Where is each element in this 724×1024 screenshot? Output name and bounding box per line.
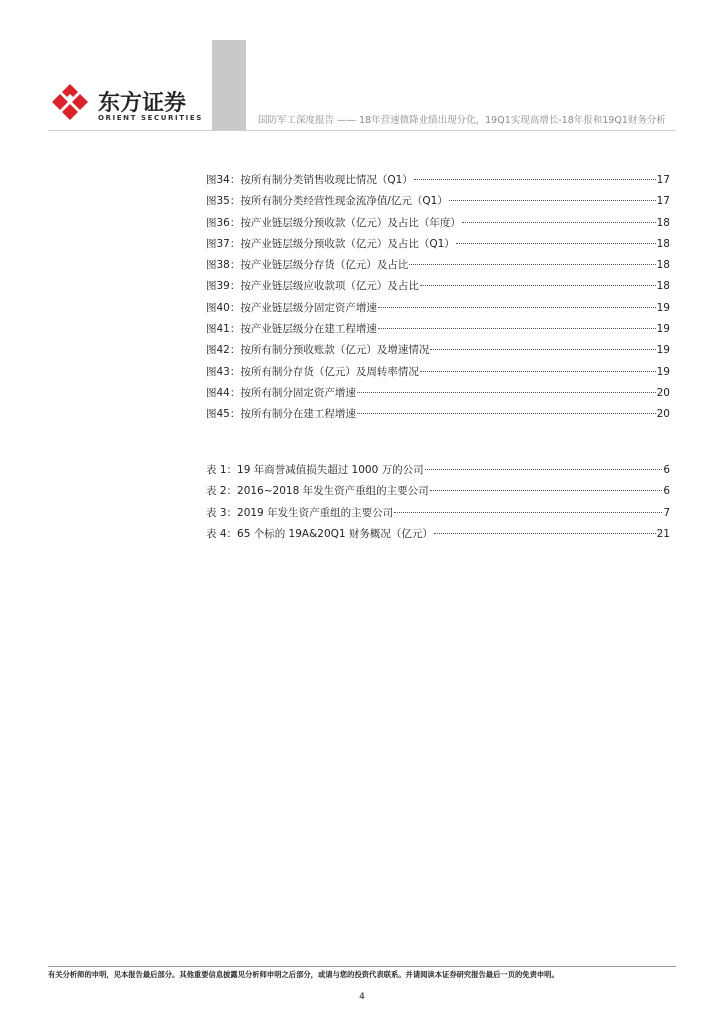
toc-entry-label: 图37：按产业链层级分预收款（亿元）及占比（Q1） [206, 237, 455, 250]
toc-dot-leader [462, 222, 656, 223]
logo-chinese-name: 东方证券 [98, 91, 187, 116]
toc-entry[interactable] [206, 406, 670, 427]
orient-logo-icon [48, 80, 92, 124]
toc-entry-page: 18 [656, 237, 670, 250]
toc-entry-page: 19 [656, 344, 670, 357]
toc-entry[interactable] [206, 236, 670, 257]
toc-entry-label: 表 1：19 年商誉减值损失超过 1000 万的公司 [206, 464, 424, 476]
toc-entry-label: 图42：按所有制分预收账款（亿元）及增速情况 [206, 344, 430, 357]
toc-entry[interactable] [206, 257, 670, 278]
toc-entry-page: 19 [656, 301, 670, 314]
toc-entry[interactable] [206, 385, 670, 406]
toc-entry-page: 17 [656, 174, 670, 186]
toc-entry-label: 图41：按产业链层级分在建工程增速 [206, 323, 377, 336]
toc-dot-leader [409, 264, 655, 265]
toc-entry[interactable] [206, 526, 670, 547]
report-header-title: 国防军工深度报告 —— 18年营速微降业绩出现分化，19Q1实现高增长-18年报和19Q1财务分析 [258, 115, 666, 126]
toc-entry-label: 图39：按产业链层级应收款项（亿元）及占比 [206, 280, 419, 293]
toc-entry-page: 18 [656, 259, 670, 272]
toc-entry-page: 19 [656, 323, 670, 336]
toc-entry-page: 17 [656, 195, 670, 208]
toc-entry-label: 图36：按产业链层级分预收款（亿元）及占比（年度） [206, 216, 461, 229]
toc-entry[interactable] [206, 462, 670, 483]
toc-entry-label: 表 4：65 个标的 19A&20Q1 财务概况（亿元） [206, 527, 433, 540]
toc-dot-leader [434, 533, 656, 534]
toc-entry[interactable] [206, 172, 670, 193]
toc-entry[interactable] [206, 278, 670, 299]
orient-securities-logo [48, 80, 218, 130]
page-number: 4 [359, 992, 365, 1002]
toc-dot-leader [420, 371, 656, 372]
toc-entry-page: 18 [656, 280, 670, 293]
logo-english-name: ORIENT SECURITIES [98, 114, 203, 122]
toc-entry[interactable] [206, 505, 670, 526]
toc-entry-label: 图35：按所有制分类经营性现金流净值/亿元（Q1） [206, 195, 448, 208]
toc-entry-label: 图43：按所有制分存货（亿元）及周转率情况 [206, 365, 419, 378]
toc-entry-page: 20 [656, 386, 670, 399]
toc-entry-label: 表 2：2016~2018 年发生资产重组的主要公司 [206, 485, 429, 498]
toc-entry-label: 图40：按产业链层级分固定资产增速 [206, 301, 377, 314]
toc-entry[interactable] [206, 342, 670, 363]
footer-disclaimer: 有关分析师的申明，见本报告最后部分。其他重要信息披露见分析师申明之后部分，或请与您的投资代表联系。并请阅读本证券研究报告最后一页的免责申明。 [48, 970, 559, 979]
figure-list [206, 172, 670, 428]
header-divider [48, 130, 676, 131]
toc-entry[interactable] [206, 321, 670, 342]
toc-dot-leader [357, 392, 656, 393]
toc-entry-label: 图34：按所有制分类销售收现比情况（Q1） [206, 174, 413, 186]
toc-entry-page: 19 [656, 365, 670, 378]
toc-entry-label: 图38：按产业链层级分存货（亿元）及占比 [206, 259, 409, 272]
toc-entry-page: 21 [656, 527, 670, 540]
toc-dot-leader [357, 413, 656, 414]
toc-dot-leader [378, 307, 656, 308]
toc-entry[interactable] [206, 193, 670, 214]
toc-dot-leader [394, 512, 662, 513]
toc-entry-label: 图44：按所有制分固定资产增速 [206, 386, 356, 399]
toc-dot-leader [420, 285, 656, 286]
toc-entry-page: 6 [663, 485, 670, 498]
toc-dot-leader [449, 200, 656, 201]
table-list [206, 462, 670, 547]
toc-entry-page: 6 [663, 464, 670, 476]
toc-dot-leader [425, 469, 663, 470]
toc-entry-page: 18 [656, 216, 670, 229]
toc-dot-leader [378, 328, 656, 329]
toc-entry-label: 图45：按所有制分在建工程增速 [206, 408, 356, 421]
toc-entry[interactable] [206, 215, 670, 236]
toc-entry[interactable] [206, 483, 670, 504]
toc-entry[interactable] [206, 300, 670, 321]
toc-entry-page: 7 [663, 506, 670, 519]
toc-dot-leader [414, 179, 656, 180]
toc-entry-page: 20 [656, 408, 670, 421]
toc-entry-label: 表 3：2019 年发生资产重组的主要公司 [206, 506, 394, 519]
toc-dot-leader [430, 490, 663, 491]
toc-dot-leader [430, 349, 655, 350]
toc-entry[interactable] [206, 364, 670, 385]
footer-divider [48, 966, 676, 967]
toc-dot-leader [456, 243, 656, 244]
